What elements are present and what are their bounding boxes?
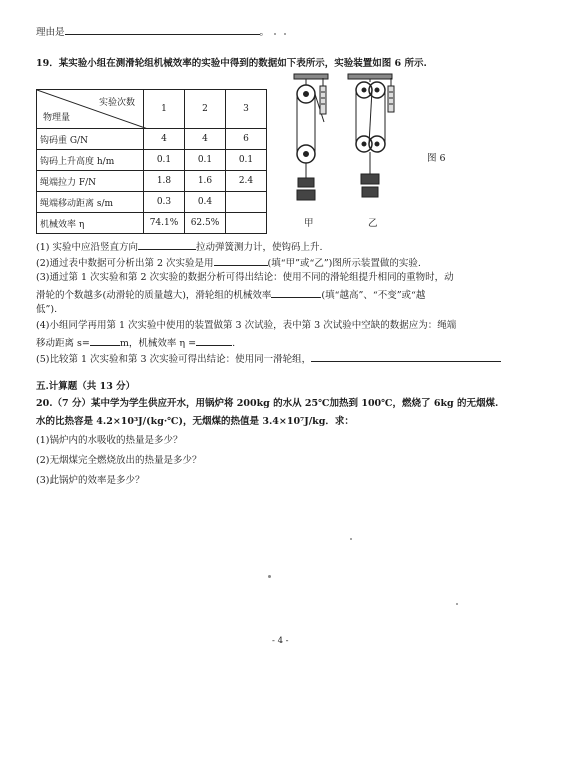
q19-part5-text: (5)比较第 1 次实验和第 3 次实验可得出结论：使用同一滑轮组， [36, 354, 312, 365]
table-cell: 1.8 [144, 171, 185, 192]
table-cell: 0.4 [185, 192, 226, 213]
answer-blank[interactable] [214, 256, 268, 266]
pulley-setup-yi [348, 74, 394, 197]
q19-part3-line2 [36, 288, 425, 301]
speck [350, 538, 352, 540]
column-header: 3 [226, 90, 267, 129]
table-cell: 1.6 [185, 171, 226, 192]
q19-part4-text: 移动距离 s= [36, 338, 90, 349]
q20-subquestion-1: (1)锅炉内的水吸收的热量是多少？ [36, 435, 183, 446]
q20-line1: 20.（7 分）某中学为学生供应开水，用锅炉将 200kg 的水从 25℃加热到 100℃，燃烧了 6kg 的无烟煤. [36, 398, 499, 409]
reason-line [36, 25, 269, 38]
table-row [37, 213, 267, 234]
figure-label: 图 6 [427, 153, 446, 164]
experiment-table [36, 89, 267, 234]
table-cell-empty [226, 213, 267, 234]
q19-part1 [36, 240, 323, 253]
row-label: 机械效率 η [37, 213, 144, 234]
speck [284, 33, 286, 35]
table-cell-empty [226, 192, 267, 213]
table-row [37, 150, 267, 171]
table-corner-cell [37, 90, 144, 129]
q19-part2-text: (2)通过表中数据可分析出第 2 次实验是用 [36, 258, 214, 269]
answer-blank[interactable] [90, 336, 120, 346]
pulley-figure [284, 72, 424, 234]
spring-scale [320, 86, 326, 114]
q19-part2 [36, 256, 421, 269]
row-label: 绳端拉力 F/N [37, 171, 144, 192]
pulley-setup-jia [294, 74, 328, 200]
q19-part1-text: 拉动弹簧测力计，使钩码上升. [195, 242, 323, 253]
weight-block [297, 190, 315, 200]
table-cell: 62.5% [185, 213, 226, 234]
table-cell: 0.1 [226, 150, 267, 171]
table-cell: 4 [144, 129, 185, 150]
table-cell: 4 [185, 129, 226, 150]
q20-line2: 水的比热容是 4.2×10³J/(kg·℃)，无烟煤的热值是 3.4×10⁷J/kg．求： [36, 416, 354, 427]
q19-part4-line2 [36, 336, 235, 349]
table-cell: 6 [226, 129, 267, 150]
speck [274, 33, 276, 35]
q19-part4-line1: (4)小组同学再用第 1 次实验中使用的装置做第 3 次试验，表中第 3 次试验中空缺的数据应为：绳端 [36, 320, 457, 331]
row-label: 钩码重 G/N [37, 129, 144, 150]
q19-part3-line3: 低”). [36, 304, 58, 315]
answer-blank[interactable] [138, 240, 196, 250]
table-row [37, 192, 267, 213]
speck [456, 603, 458, 605]
table-cell: 0.3 [144, 192, 185, 213]
header-quantity: 物理量 [43, 113, 71, 123]
table-row [37, 171, 267, 192]
q19-part5 [36, 352, 501, 365]
q19-part3-text: (填“越高”、“不变”或“越 [321, 290, 426, 301]
page-number: - 4 - [272, 636, 289, 646]
column-header: 1 [144, 90, 185, 129]
header-trials: 实验次数 [98, 98, 135, 108]
q19-part2-text: (填“甲”或“乙”)图所示装置做的实验. [267, 258, 421, 269]
column-header: 2 [185, 90, 226, 129]
caption-jia: 甲 [304, 218, 314, 229]
weight-block [298, 178, 314, 187]
q19-intro: 19．某实验小组在测滑轮组机械效率的实验中得到的数据如下表所示，实验装置如图 6 所示. [36, 58, 427, 69]
spring-scale [388, 86, 394, 112]
answer-blank[interactable] [311, 352, 501, 362]
weight-block [361, 174, 379, 184]
row-label: 绳端移动距离 s/m [37, 192, 144, 213]
section-title: 五.计算题（共 13 分） [36, 381, 136, 392]
table-row [37, 129, 267, 150]
q19-part3-line1: (3)通过第 1 次实验和第 2 次实验的数据分析可得出结论：使用不同的滑轮组提升相同的重物时，动 [36, 272, 454, 283]
ceiling-mount [348, 74, 392, 79]
table-cell: 2.4 [226, 171, 267, 192]
q19-part1-text: (1) 实验中应沿竖直方向 [36, 242, 138, 253]
row-label: 钩码上升高度 h/m [37, 150, 144, 171]
table-cell: 0.1 [144, 150, 185, 171]
reason-blank[interactable] [65, 25, 260, 35]
speck [268, 575, 271, 578]
table-header-row [37, 90, 267, 129]
table-cell: 74.1% [144, 213, 185, 234]
reason-label: 理由是 [36, 27, 65, 38]
q20-subquestion-3: (3)此锅炉的效率是多少？ [36, 475, 145, 486]
reason-end-mark: 。 [259, 27, 270, 38]
q20-subquestion-2: (2)无烟煤完全燃烧放出的热量是多少？ [36, 455, 202, 466]
q19-part4-text: m，机械效率 η = [119, 338, 197, 349]
q19-part4-text: . [232, 338, 236, 349]
answer-blank[interactable] [271, 288, 321, 298]
table-cell: 0.1 [185, 150, 226, 171]
weight-block [362, 187, 378, 197]
caption-yi: 乙 [368, 218, 378, 229]
q19-part3-text: 滑轮的个数越多(动滑轮的质量越大)，滑轮组的机械效率 [36, 290, 272, 301]
answer-blank[interactable] [196, 336, 232, 346]
